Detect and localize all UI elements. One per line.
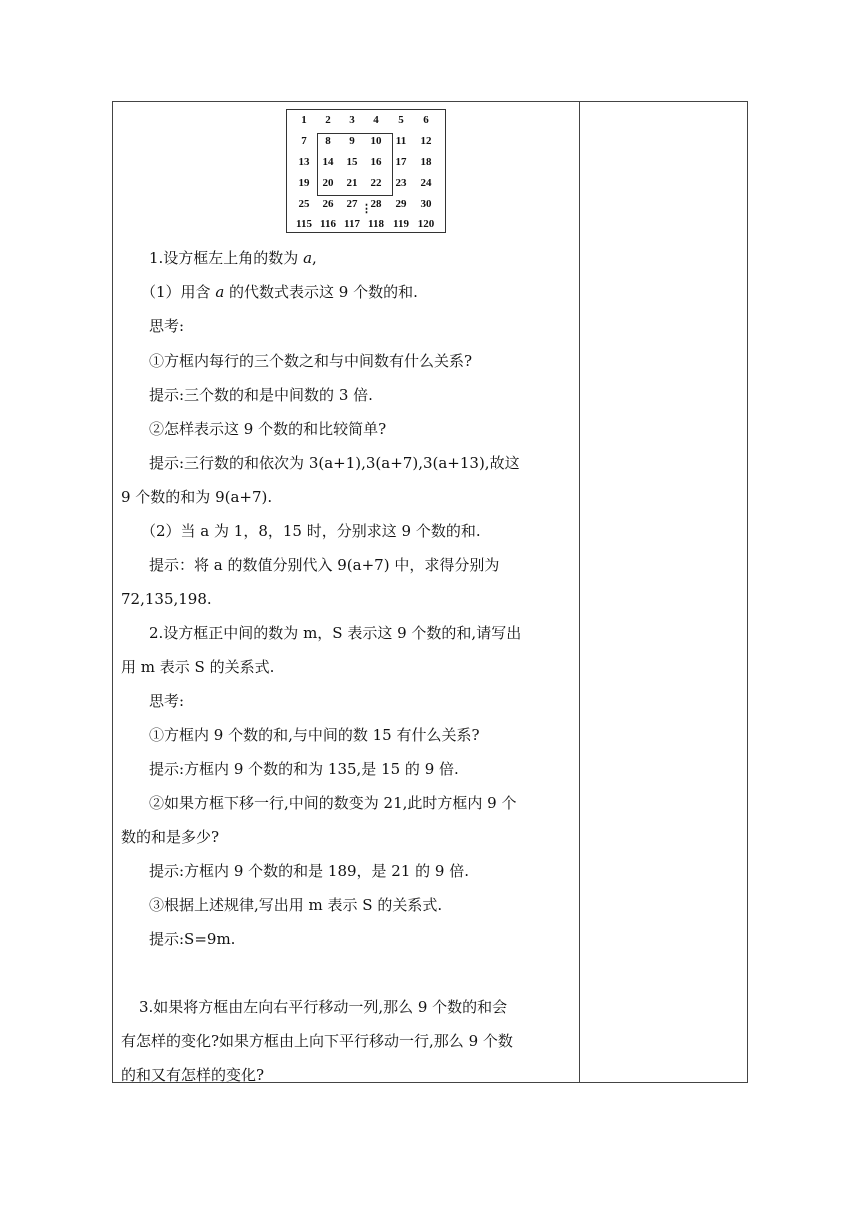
grid-cell: 22 <box>370 177 382 189</box>
hint-2-line2: 9 个数的和为 9(a+7). <box>121 488 273 506</box>
grid-cell: 21 <box>346 177 358 189</box>
thinking-q1: ①方框内每行的三个数之和与中间数有什么关系? <box>149 352 473 370</box>
grid-cell: 27 <box>346 198 358 210</box>
grid-cell: 115 <box>296 218 312 230</box>
q1a-var: a <box>215 283 225 301</box>
hint-3-line1: 提示：将 a 的数值分别代入 9(a+7) 中，求得分别为 <box>149 556 500 574</box>
grid-cell: 119 <box>393 218 409 230</box>
think-label-2: 思考: <box>149 692 185 710</box>
hint-6: 提示:S=9m. <box>149 930 236 948</box>
ellipsis-vertical: ⋮ <box>361 202 372 215</box>
grid-cell: 24 <box>420 177 432 189</box>
lesson-table <box>112 101 748 1083</box>
grid-cell: 12 <box>420 135 432 147</box>
think-label-1: 思考: <box>149 317 185 335</box>
question-3-line1: 3.如果将方框由左向右平行移动一列,那么 9 个数的和会 <box>139 998 508 1016</box>
grid-cell: 5 <box>398 114 404 126</box>
hint-1: 提示:三个数的和是中间数的 3 倍. <box>149 386 373 404</box>
q1-end: , <box>312 249 317 267</box>
grid-cell: 8 <box>325 135 331 147</box>
grid-cell: 20 <box>322 177 334 189</box>
q1a-post: 的代数式表示这 9 个数的和. <box>224 283 418 301</box>
grid-cell: 13 <box>298 156 310 168</box>
content-cell <box>113 102 579 1082</box>
q1a-pre: （1）用含 <box>141 283 216 301</box>
question-1b: （2）当 a 为 1，8，15 时，分别求这 9 个数的和. <box>141 522 481 540</box>
number-grid-figure <box>286 109 446 233</box>
grid-cell: 4 <box>373 114 379 126</box>
q1-text: 1.设方框左上角的数为 <box>149 249 304 267</box>
grid-cell: 117 <box>344 218 360 230</box>
grid-cell: 3 <box>349 114 355 126</box>
grid-cell: 23 <box>395 177 407 189</box>
hint-2-line1: 提示:三行数的和依次为 3(a+1),3(a+7),3(a+13),故这 <box>149 454 520 472</box>
grid-cell: 15 <box>346 156 358 168</box>
grid-cell: 25 <box>298 198 310 210</box>
grid-cell: 30 <box>420 198 432 210</box>
grid-cell: 120 <box>417 218 435 230</box>
grid-cell: 19 <box>298 177 310 189</box>
question-3-line2: 有怎样的变化?如果方框由上向下平行移动一行,那么 9 个数 <box>121 1032 513 1050</box>
thinking-q3: ①方框内 9 个数的和,与中间的数 15 有什么关系? <box>149 726 480 744</box>
q1-var: a <box>303 249 313 267</box>
grid-cell: 2 <box>325 114 331 126</box>
thinking-q4-line2: 数的和是多少? <box>121 828 220 846</box>
grid-cell: 116 <box>320 218 336 230</box>
column-divider <box>579 102 580 1082</box>
grid-cell: 7 <box>301 135 307 147</box>
grid-cell: 14 <box>322 156 334 168</box>
grid-cell: 26 <box>322 198 334 210</box>
question-2-line2: 用 m 表示 S 的关系式. <box>121 658 275 676</box>
question-1 <box>121 248 575 268</box>
grid-cell: 18 <box>420 156 432 168</box>
question-1a <box>121 282 575 302</box>
grid-cell: 10 <box>370 135 382 147</box>
question-2-line1: 2.设方框正中间的数为 m，S 表示这 9 个数的和,请写出 <box>149 624 522 642</box>
thinking-q4-line1: ②如果方框下移一行,中间的数变为 21,此时方框内 9 个 <box>149 794 517 812</box>
grid-cell: 16 <box>370 156 382 168</box>
grid-cell: 29 <box>395 198 407 210</box>
question-3-line3: 的和又有怎样的变化? <box>121 1066 265 1084</box>
grid-cell: 28 <box>370 198 382 210</box>
thinking-q5: ③根据上述规律,写出用 m 表示 S 的关系式. <box>149 896 443 914</box>
grid-cell: 1 <box>301 114 307 126</box>
grid-cell: 6 <box>423 114 429 126</box>
grid-cell: 9 <box>349 135 355 147</box>
hint-5: 提示:方框内 9 个数的和是 189，是 21 的 9 倍. <box>149 862 470 880</box>
hint-4: 提示:方框内 9 个数的和为 135,是 15 的 9 倍. <box>149 760 459 778</box>
grid-cell: 11 <box>395 135 407 147</box>
grid-cell: 17 <box>395 156 407 168</box>
hint-3-line2: 72,135,198. <box>121 590 212 608</box>
grid-cell: 118 <box>368 218 384 230</box>
thinking-q2: ②怎样表示这 9 个数的和比较简单? <box>149 420 387 438</box>
